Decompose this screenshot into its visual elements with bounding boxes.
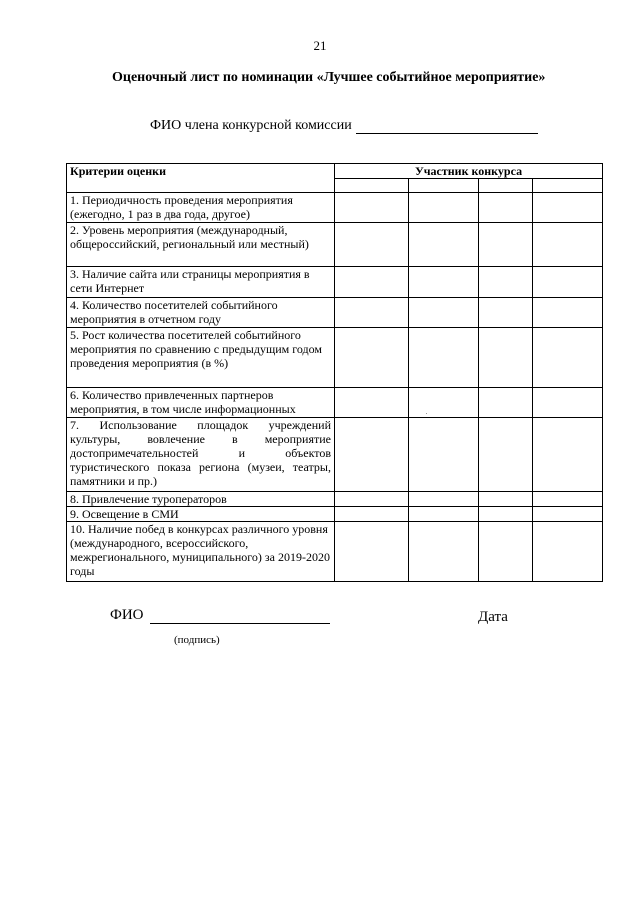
table-row: [67, 298, 603, 328]
criterion-5: 5. Рост количества посетителей событийного мероприятия по сравнению с предыдущим годом проведения мероприятия (в %): [67, 328, 335, 388]
score-cell[interactable]: [479, 193, 533, 223]
scan-speck: [426, 413, 427, 414]
criterion-1: 1. Периодичность проведения мероприятия (ежегодно, 1 раз в два года, другое): [67, 193, 335, 223]
criterion-7: 7. Использование площадок учреждений культуры, вовлечение в мероприятие достопримечательностей и объектов туристического показа региона (музеи, театры, памятники и пр.): [67, 418, 335, 492]
fio-label: ФИО: [110, 607, 144, 623]
participant-column-2[interactable]: [409, 179, 479, 193]
score-cell[interactable]: [335, 223, 409, 267]
commission-member-label: ФИО члена конкурсной комиссии: [150, 118, 352, 133]
score-cell[interactable]: [533, 418, 603, 492]
score-cell[interactable]: [479, 418, 533, 492]
table-row: [67, 267, 603, 298]
score-cell[interactable]: [335, 418, 409, 492]
participant-column-4[interactable]: [533, 179, 603, 193]
score-cell[interactable]: [335, 328, 409, 388]
criterion-3: 3. Наличие сайта или страницы мероприятия в сети Интернет: [67, 267, 335, 298]
score-cell[interactable]: [335, 298, 409, 328]
table-row: [67, 388, 603, 418]
table-row: [67, 507, 603, 522]
score-cell[interactable]: [409, 328, 479, 388]
score-cell[interactable]: [409, 522, 479, 582]
score-cell[interactable]: [533, 492, 603, 507]
score-cell[interactable]: [335, 388, 409, 418]
score-cell[interactable]: [479, 298, 533, 328]
score-cell[interactable]: [479, 328, 533, 388]
date-label: Дата: [478, 609, 508, 625]
score-cell[interactable]: [533, 223, 603, 267]
participant-column-3[interactable]: [479, 179, 533, 193]
criterion-9: 9. Освещение в СМИ: [67, 507, 335, 522]
score-cell[interactable]: [409, 267, 479, 298]
table-row: [67, 418, 603, 492]
evaluation-table: [66, 163, 603, 582]
score-cell[interactable]: [479, 267, 533, 298]
score-cell[interactable]: [479, 223, 533, 267]
criteria-header: Критерии оценки: [67, 164, 335, 193]
table-row: [67, 223, 603, 267]
score-cell[interactable]: [335, 522, 409, 582]
table-row: [67, 492, 603, 507]
score-cell[interactable]: [533, 193, 603, 223]
participant-column-1[interactable]: [335, 179, 409, 193]
score-cell[interactable]: [409, 418, 479, 492]
page-number: 21: [313, 38, 327, 53]
table-row: [67, 193, 603, 223]
participant-header: Участник конкурса: [335, 164, 603, 179]
criterion-6: 6. Количество привлеченных партнеров мероприятия, в том числе информационных: [67, 388, 335, 418]
score-cell[interactable]: [479, 492, 533, 507]
criterion-8: 8. Привлечение туроператоров: [67, 492, 335, 507]
score-cell[interactable]: [533, 298, 603, 328]
fio-blank-line[interactable]: [150, 607, 330, 624]
commission-member-blank-line[interactable]: [356, 119, 538, 134]
score-cell[interactable]: [335, 267, 409, 298]
signature-caption: (подпись): [174, 634, 220, 646]
score-cell[interactable]: [409, 388, 479, 418]
page-title: Оценочный лист по номинации «Лучшее событийное мероприятие»: [112, 70, 546, 85]
score-cell[interactable]: [533, 522, 603, 582]
table-row: [67, 522, 603, 582]
score-cell[interactable]: [533, 388, 603, 418]
criterion-4: 4. Количество посетителей событийного мероприятия в отчетном году: [67, 298, 335, 328]
table-row: [67, 328, 603, 388]
score-cell[interactable]: [335, 492, 409, 507]
score-cell[interactable]: [479, 388, 533, 418]
score-cell[interactable]: [533, 507, 603, 522]
score-cell[interactable]: [479, 522, 533, 582]
score-cell[interactable]: [409, 223, 479, 267]
score-cell[interactable]: [479, 507, 533, 522]
score-cell[interactable]: [409, 492, 479, 507]
score-cell[interactable]: [335, 193, 409, 223]
score-cell[interactable]: [335, 507, 409, 522]
score-cell[interactable]: [409, 298, 479, 328]
score-cell[interactable]: [533, 328, 603, 388]
criterion-10: 10. Наличие побед в конкурсах различного уровня (международного, всероссийского, межрегионального, муниципального) за 2019-2020 годы: [67, 522, 335, 582]
score-cell[interactable]: [409, 507, 479, 522]
signature-fio-field: [110, 607, 330, 624]
score-cell[interactable]: [409, 193, 479, 223]
score-cell[interactable]: [533, 267, 603, 298]
criterion-2: 2. Уровень мероприятия (международный, общероссийский, региональный или местный): [67, 223, 335, 267]
commission-member-field: [150, 118, 538, 134]
